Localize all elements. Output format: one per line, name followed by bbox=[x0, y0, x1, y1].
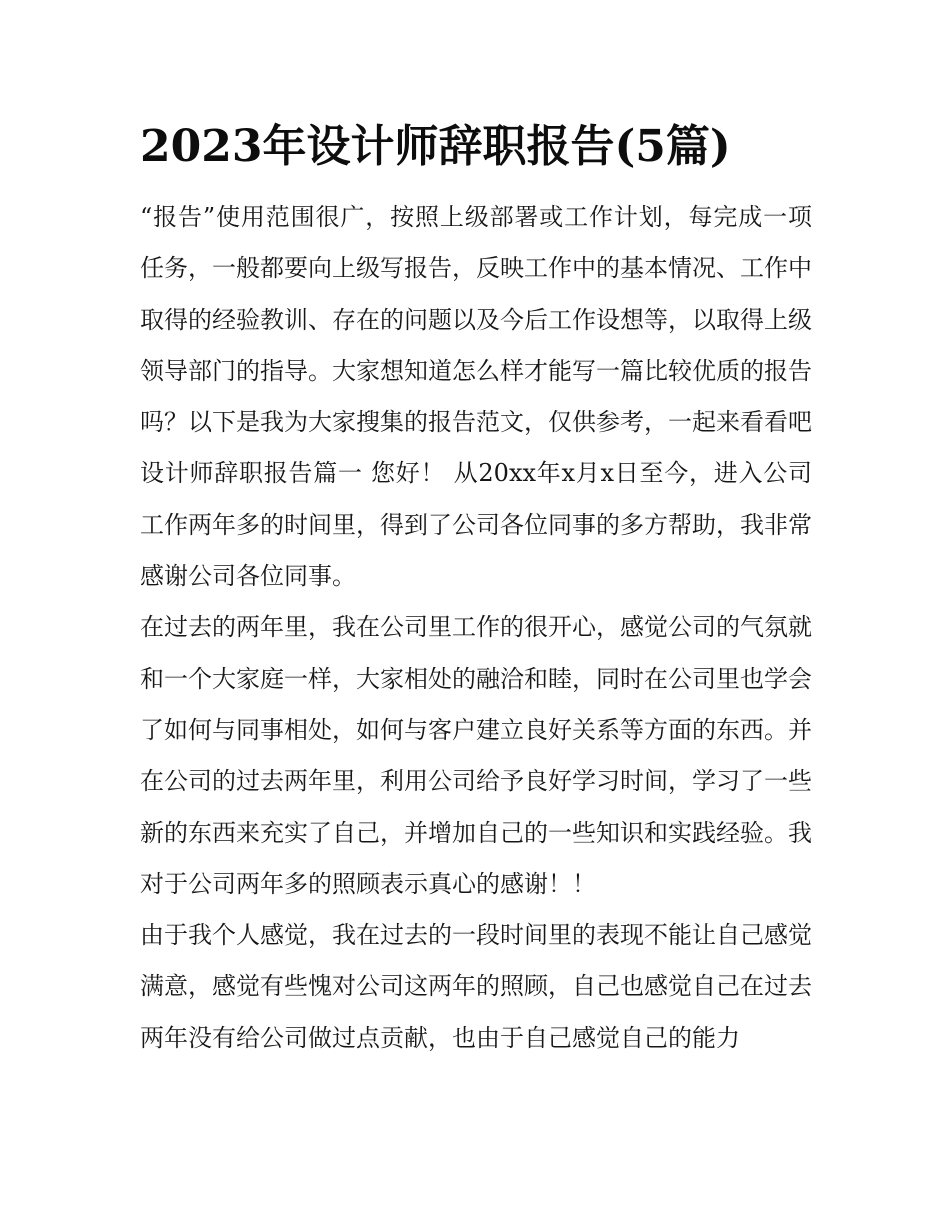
past-two-years-paragraph: 在过去的两年里，我在公司里工作的很开心，感觉公司的气氛就和一个大家庭一样，大家相处的融洽和睦，同时在公司里也学会了如何与同事相处，如何与客户建立良好关系等方面的东西。并在公司的过去两年里，利用公司给予良好学习时间，学习了一些新的东西来充实了自己，并增加自己的一些知识和实践经验。我对于公司两年多的照顾表示真心的感谢！！ bbox=[140, 613, 812, 898]
self-assessment-paragraph: 由于我个人感觉，我在过去的一段时间里的表现不能让自己感觉满意，感觉有些愧对公司这两年的照顾，自己也感觉自己在过去两年没有给公司做过点贡献，也由于自己感觉自己的能力 bbox=[140, 921, 812, 1052]
document-body bbox=[140, 192, 812, 1064]
document-title: 2023年设计师辞职报告(5篇) bbox=[140, 121, 731, 172]
report-one-opening-paragraph: 设计师辞职报告篇一 您好！ 从20xx年x月x日至今，进入公司工作两年多的时间里，得到了公司各位同事的多方帮助，我非常感谢公司各位同事。 bbox=[140, 459, 812, 591]
document-page bbox=[140, 112, 812, 1064]
intro-paragraph: “报告”使用范围很广，按照上级部署或工作计划，每完成一项任务，一般都要向上级写报告，反映工作中的基本情况、工作中取得的经验教训、存在的问题以及今后工作设想等，以取得上级领导部门的指导。大家想知道怎么样才能写一篇比较优质的报告吗？以下是我为大家搜集的报告范文，仅供参考，一起来看看吧 bbox=[140, 203, 812, 437]
